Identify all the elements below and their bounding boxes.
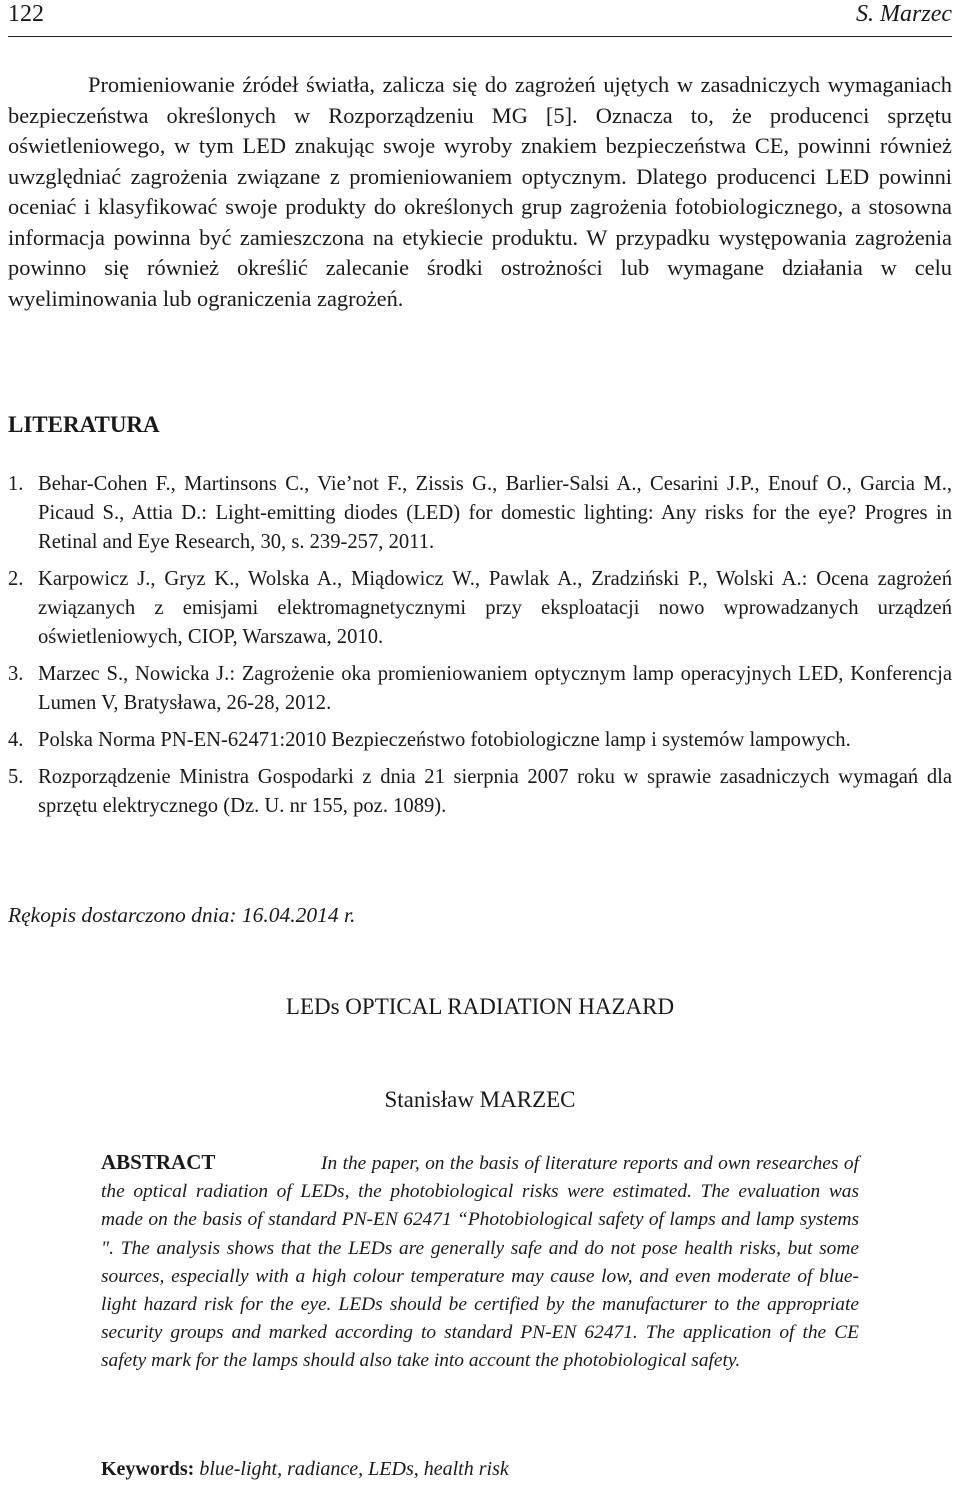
reference-number: 2. xyxy=(8,568,24,590)
abstract-text: In the paper, on the basis of literature reports and own researches of the optical radiation of LEDs, the photobiological risks were estimated. The evaluation was made on the basis of standard PN-EN 62471 “Photobiological safety of lamps and lamp systems ". The analysis shows that the LEDs are generally safe and do not pose health risks, but some sources, especially with a high colour temperature may cause low, and even moderate of blue-light hazard risk for the eye. LEDs should be certified by the manufacturer to the appropriate security groups and marked according to standard PN-EN 62471. The application of the CE safety mark for the lamps should also take into account the photobiological safety. xyxy=(101,1153,859,1372)
english-title: LEDs OPTICAL RADIATION HAZARD xyxy=(285,994,675,1019)
reference-item xyxy=(8,726,952,755)
body-text xyxy=(8,70,952,314)
page-number: 122 xyxy=(8,1,44,27)
body-paragraph: Promieniowanie źródeł światła, zalicza się do zagrożeń ujętych w zasadniczych wymaganiach bezpieczeństwa określonych w Rozporządzeniu MG [5]. Oznacza to, że producenci sprzętu oświetleniowego, w tym LED znakując swoje wyroby znakiem bezpieczeństwa CE, powinni również uwzględniać zagrożenia związane z promieniowaniem optycznym. Dlatego producenci LED powinni oceniać i klasyfikować swoje produkty do określonych grup zagrożenia fotobiologicznego, a stosowna informacja powinna być zamieszczona na etykiecie produktu. W przypadku występowania zagrożenia powinno się również określić zalecanie środki ostrożności lub wymagane działania w celu wyeliminowania lub ograniczenia zagrożeń. xyxy=(8,72,952,311)
abstract-label: ABSTRACT xyxy=(101,1150,216,1174)
abstract xyxy=(101,1148,859,1376)
running-head-author: S. Marzec xyxy=(856,1,952,27)
reference-number: 3. xyxy=(8,663,24,685)
keywords xyxy=(101,1458,509,1481)
reference-item xyxy=(8,763,952,821)
reference-item xyxy=(8,470,952,557)
reference-item xyxy=(8,565,952,652)
reference-number: 5. xyxy=(8,766,24,788)
literature-heading: LITERATURA xyxy=(8,412,160,437)
reference-number: 4. xyxy=(8,729,24,751)
keywords-label: Keywords: xyxy=(101,1458,195,1480)
reference-text: Rozporządzenie Ministra Gospodarki z dnia 21 sierpnia 2007 roku w sprawie zasadniczych wymagań dla sprzętu elektrycznego (Dz. U. nr 155, poz. 1089). xyxy=(38,766,952,817)
english-author: Stanisław MARZEC xyxy=(384,1087,576,1112)
reference-text: Karpowicz J., Gryz K., Wolska A., Miądowicz W., Pawlak A., Zradziński P., Wolski A.: Ocena zagrożeń związanych z emisjami elektromagnetycznymi przy eksploatacji nowo wprowadzanych urządzeń oświetleniowych, CIOP, Warszawa, 2010. xyxy=(38,568,952,648)
page-header xyxy=(8,0,952,37)
reference-text: Marzec S., Nowicka J.: Zagrożenie oka promieniowaniem optycznym lamp operacyjnych LED, Konferencja Lumen V, Bratysława, 26-28, 2012. xyxy=(38,663,952,714)
reference-text: Behar-Cohen F., Martinsons C., Vie’not F., Zissis G., Barlier-Salsi A., Cesarini J.P., Enouf O., Garcia M., Picaud S., Attia D.: Light-emitting diodes (LED) for domestic lighting: Any risks for the eye? Progres in Retinal and Eye Research, 30, s. 239-257, 2011. xyxy=(38,473,952,553)
keywords-text: blue-light, radiance, LEDs, health risk xyxy=(199,1458,509,1480)
reference-text: Polska Norma PN-EN-62471:2010 Bezpieczeństwo fotobiologiczne lamp i systemów lampowych. xyxy=(38,729,851,751)
reference-number: 1. xyxy=(8,473,24,495)
reference-list xyxy=(8,470,952,829)
manuscript-received-date: Rękopis dostarczono dnia: 16.04.2014 r. xyxy=(8,903,356,927)
reference-item xyxy=(8,660,952,718)
